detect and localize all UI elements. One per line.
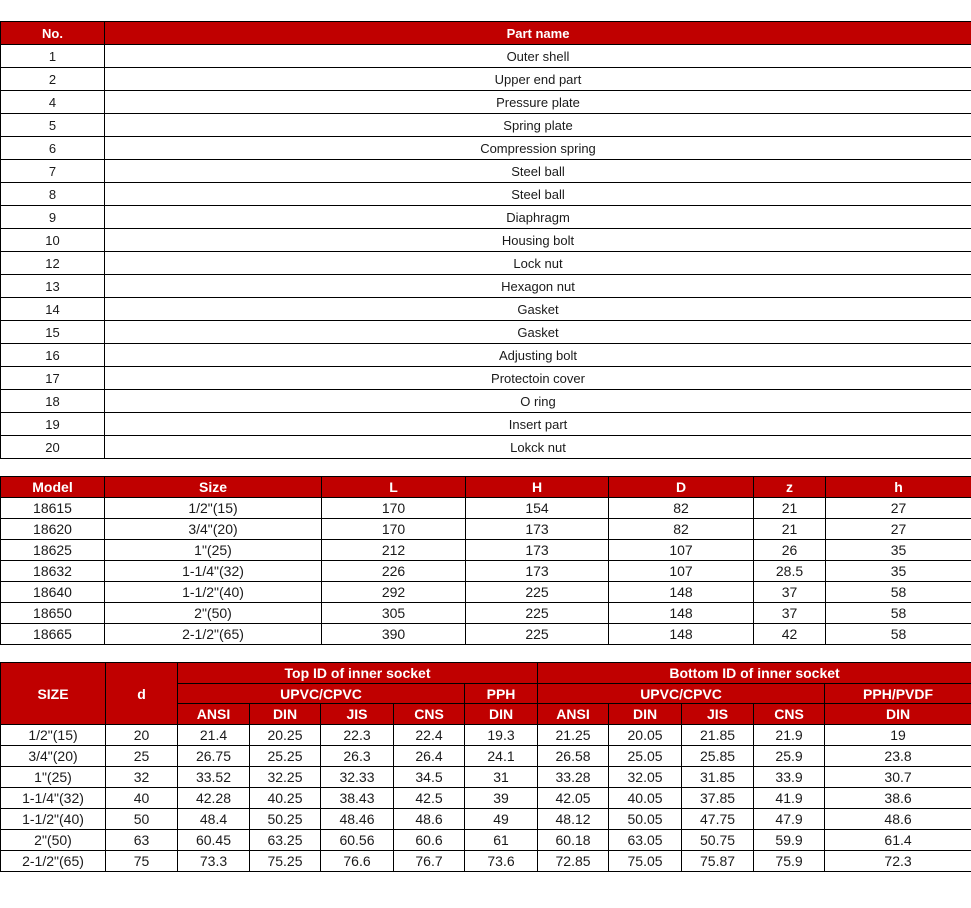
d-cell: 32	[106, 767, 178, 788]
bottom-pph-pvdf-din-cell: 38.6	[825, 788, 971, 809]
part-name-cell: Gasket	[105, 321, 971, 344]
bottom-din-cell: 50.05	[609, 809, 682, 830]
top-jis-cell: 26.3	[321, 746, 394, 767]
d-upper-header: D	[609, 477, 754, 498]
part-name-cell: Upper end part	[105, 68, 971, 91]
top-id-group-header: Top ID of inner socket	[178, 663, 538, 684]
socket-table-row	[1, 851, 971, 872]
socket-id-table	[0, 662, 971, 872]
parts-table-row	[1, 229, 971, 252]
bottom-cns-cell: 47.9	[754, 809, 825, 830]
h-upper-header: H	[466, 477, 609, 498]
size-cell: 2-1/2"(65)	[105, 624, 322, 645]
z-header: z	[754, 477, 826, 498]
socket-table-row	[1, 788, 971, 809]
bottom-jis-cell: 25.85	[682, 746, 754, 767]
part-name-cell: Steel ball	[105, 183, 971, 206]
h-lower-cell: 35	[826, 561, 971, 582]
top-ansi-cell: 33.52	[178, 767, 250, 788]
part-name-cell: Spring plate	[105, 114, 971, 137]
parts-table-row	[1, 114, 971, 137]
bottom-jis-cell: 21.85	[682, 725, 754, 746]
z-cell: 21	[754, 519, 826, 540]
bottom-cns-cell: 59.9	[754, 830, 825, 851]
part-number-cell: 1	[1, 45, 105, 68]
d-cell: 63	[106, 830, 178, 851]
dimensions-table-row	[1, 603, 971, 624]
part-number-cell: 8	[1, 183, 105, 206]
parts-table-row	[1, 344, 971, 367]
dimensions-table-row	[1, 519, 971, 540]
part-number-cell: 17	[1, 367, 105, 390]
top-pph-din-cell: 39	[465, 788, 538, 809]
part-name-cell: Steel ball	[105, 160, 971, 183]
bottom-jis-cell: 50.75	[682, 830, 754, 851]
part-number-cell: 6	[1, 137, 105, 160]
size-cell: 2"(50)	[105, 603, 322, 624]
d-upper-cell: 148	[609, 582, 754, 603]
bottom-din-cell: 25.05	[609, 746, 682, 767]
z-cell: 28.5	[754, 561, 826, 582]
top-jis-header: JIS	[321, 704, 394, 725]
h-lower-header: h	[826, 477, 971, 498]
size-cell: 1"(25)	[105, 540, 322, 561]
parts-table-row	[1, 91, 971, 114]
part-name-cell: Diaphragm	[105, 206, 971, 229]
top-pph-header: PPH	[465, 684, 538, 704]
bottom-ansi-cell: 42.05	[538, 788, 609, 809]
bottom-din-cell: 75.05	[609, 851, 682, 872]
model-cell: 18665	[1, 624, 105, 645]
h-upper-cell: 225	[466, 603, 609, 624]
top-din-cell: 20.25	[250, 725, 321, 746]
part-name-cell: Insert part	[105, 413, 971, 436]
size-cell: 2-1/2"(65)	[1, 851, 106, 872]
part-number-cell: 14	[1, 298, 105, 321]
d-upper-cell: 82	[609, 498, 754, 519]
size-cell: 3/4"(20)	[1, 746, 106, 767]
top-pph-din-header: DIN	[465, 704, 538, 725]
top-upvc-cpvc-header: UPVC/CPVC	[178, 684, 465, 704]
top-cns-cell: 34.5	[394, 767, 465, 788]
parts-table-row	[1, 183, 971, 206]
h-lower-cell: 35	[826, 540, 971, 561]
dimensions-table-row	[1, 561, 971, 582]
part-number-cell: 2	[1, 68, 105, 91]
bottom-cns-header: CNS	[754, 704, 825, 725]
top-din-cell: 40.25	[250, 788, 321, 809]
parts-table-row	[1, 275, 971, 298]
size-cell: 1-1/2"(40)	[105, 582, 322, 603]
top-jis-cell: 32.33	[321, 767, 394, 788]
d-cell: 25	[106, 746, 178, 767]
l-cell: 212	[322, 540, 466, 561]
bottom-pph-pvdf-din-cell: 30.7	[825, 767, 971, 788]
part-number-cell: 4	[1, 91, 105, 114]
h-lower-cell: 58	[826, 603, 971, 624]
part-number-cell: 12	[1, 252, 105, 275]
top-jis-cell: 60.56	[321, 830, 394, 851]
top-ansi-cell: 48.4	[178, 809, 250, 830]
top-pph-din-cell: 24.1	[465, 746, 538, 767]
top-cns-cell: 22.4	[394, 725, 465, 746]
d-cell: 50	[106, 809, 178, 830]
part-number-cell: 20	[1, 436, 105, 459]
bottom-din-header: DIN	[609, 704, 682, 725]
top-ansi-cell: 42.28	[178, 788, 250, 809]
h-upper-cell: 225	[466, 582, 609, 603]
top-ansi-cell: 26.75	[178, 746, 250, 767]
size-cell: 3/4"(20)	[105, 519, 322, 540]
model-cell: 18620	[1, 519, 105, 540]
part-number-cell: 15	[1, 321, 105, 344]
bottom-ansi-header: ANSI	[538, 704, 609, 725]
part-number-cell: 9	[1, 206, 105, 229]
size-cell: 1"(25)	[1, 767, 106, 788]
part-name-cell: Hexagon nut	[105, 275, 971, 298]
part-number-cell: 18	[1, 390, 105, 413]
d-upper-cell: 82	[609, 519, 754, 540]
parts-table-row	[1, 252, 971, 275]
size-cell: 1/2"(15)	[105, 498, 322, 519]
bottom-din-cell: 32.05	[609, 767, 682, 788]
top-jis-cell: 48.46	[321, 809, 394, 830]
parts-table-row	[1, 367, 971, 390]
bottom-pph-pvdf-din-cell: 72.3	[825, 851, 971, 872]
bottom-cns-cell: 75.9	[754, 851, 825, 872]
part-number-cell: 13	[1, 275, 105, 298]
model-cell: 18615	[1, 498, 105, 519]
part-number-cell: 19	[1, 413, 105, 436]
dimensions-table-row	[1, 540, 971, 561]
z-cell: 37	[754, 582, 826, 603]
top-ansi-cell: 21.4	[178, 725, 250, 746]
top-din-cell: 32.25	[250, 767, 321, 788]
bottom-jis-header: JIS	[682, 704, 754, 725]
socket-table-row	[1, 830, 971, 851]
dimensions-table-row	[1, 624, 971, 645]
part-name-cell: Lock nut	[105, 252, 971, 275]
bottom-ansi-cell: 72.85	[538, 851, 609, 872]
z-cell: 21	[754, 498, 826, 519]
size-header: SIZE	[1, 663, 106, 725]
z-cell: 26	[754, 540, 826, 561]
size-cell: 1-1/4"(32)	[105, 561, 322, 582]
socket-table-header-groups	[1, 663, 971, 684]
part-number-header: No.	[1, 22, 105, 45]
d-upper-cell: 148	[609, 603, 754, 624]
bottom-cns-cell: 41.9	[754, 788, 825, 809]
l-cell: 226	[322, 561, 466, 582]
socket-table-row	[1, 746, 971, 767]
d-cell: 40	[106, 788, 178, 809]
dimensions-table	[0, 476, 971, 645]
l-cell: 292	[322, 582, 466, 603]
part-name-cell: Adjusting bolt	[105, 344, 971, 367]
parts-table-row	[1, 160, 971, 183]
l-cell: 170	[322, 519, 466, 540]
size-cell: 1-1/4"(32)	[1, 788, 106, 809]
top-cns-cell: 48.6	[394, 809, 465, 830]
bottom-cns-cell: 25.9	[754, 746, 825, 767]
top-din-cell: 25.25	[250, 746, 321, 767]
bottom-jis-cell: 75.87	[682, 851, 754, 872]
size-cell: 1-1/2"(40)	[1, 809, 106, 830]
bottom-cns-cell: 21.9	[754, 725, 825, 746]
top-cns-cell: 26.4	[394, 746, 465, 767]
bottom-jis-cell: 31.85	[682, 767, 754, 788]
bottom-ansi-cell: 21.25	[538, 725, 609, 746]
top-din-cell: 75.25	[250, 851, 321, 872]
top-pph-din-cell: 61	[465, 830, 538, 851]
h-lower-cell: 58	[826, 582, 971, 603]
parts-table-row	[1, 321, 971, 344]
size-header: Size	[105, 477, 322, 498]
z-cell: 37	[754, 603, 826, 624]
parts-table	[0, 21, 971, 459]
h-upper-cell: 173	[466, 561, 609, 582]
top-jis-cell: 38.43	[321, 788, 394, 809]
bottom-ansi-cell: 33.28	[538, 767, 609, 788]
h-upper-cell: 173	[466, 540, 609, 561]
part-name-cell: Pressure plate	[105, 91, 971, 114]
top-pph-din-cell: 19.3	[465, 725, 538, 746]
h-upper-cell: 154	[466, 498, 609, 519]
top-din-cell: 63.25	[250, 830, 321, 851]
parts-table-row	[1, 390, 971, 413]
l-cell: 305	[322, 603, 466, 624]
model-cell: 18640	[1, 582, 105, 603]
d-cell: 75	[106, 851, 178, 872]
parts-table-row	[1, 137, 971, 160]
top-jis-cell: 76.6	[321, 851, 394, 872]
bottom-pph-pvdf-din-cell: 61.4	[825, 830, 971, 851]
bottom-jis-cell: 37.85	[682, 788, 754, 809]
part-number-cell: 16	[1, 344, 105, 367]
part-name-header: Part name	[105, 22, 971, 45]
bottom-ansi-cell: 60.18	[538, 830, 609, 851]
model-header: Model	[1, 477, 105, 498]
part-name-cell: Protectoin cover	[105, 367, 971, 390]
bottom-id-group-header: Bottom ID of inner socket	[538, 663, 971, 684]
z-cell: 42	[754, 624, 826, 645]
top-pph-din-cell: 49	[465, 809, 538, 830]
h-lower-cell: 58	[826, 624, 971, 645]
h-lower-cell: 27	[826, 519, 971, 540]
d-header: d	[106, 663, 178, 725]
parts-table-row	[1, 68, 971, 91]
d-upper-cell: 107	[609, 540, 754, 561]
top-ansi-header: ANSI	[178, 704, 250, 725]
part-number-cell: 10	[1, 229, 105, 252]
h-upper-cell: 173	[466, 519, 609, 540]
part-number-cell: 7	[1, 160, 105, 183]
top-din-header: DIN	[250, 704, 321, 725]
socket-table-row	[1, 725, 971, 746]
top-cns-cell: 42.5	[394, 788, 465, 809]
d-upper-cell: 148	[609, 624, 754, 645]
part-name-cell: O ring	[105, 390, 971, 413]
d-cell: 20	[106, 725, 178, 746]
top-pph-din-cell: 31	[465, 767, 538, 788]
bottom-jis-cell: 47.75	[682, 809, 754, 830]
part-number-cell: 5	[1, 114, 105, 137]
bottom-din-cell: 20.05	[609, 725, 682, 746]
top-pph-din-cell: 73.6	[465, 851, 538, 872]
socket-table-row	[1, 809, 971, 830]
bottom-pph-pvdf-din-cell: 23.8	[825, 746, 971, 767]
dimensions-table-header	[1, 477, 971, 498]
part-name-cell: Compression spring	[105, 137, 971, 160]
model-cell: 18632	[1, 561, 105, 582]
l-header: L	[322, 477, 466, 498]
top-ansi-cell: 60.45	[178, 830, 250, 851]
top-jis-cell: 22.3	[321, 725, 394, 746]
parts-table-row	[1, 45, 971, 68]
model-cell: 18650	[1, 603, 105, 624]
part-name-cell: Housing bolt	[105, 229, 971, 252]
parts-table-row	[1, 436, 971, 459]
part-name-cell: Gasket	[105, 298, 971, 321]
parts-table-header	[1, 22, 971, 45]
top-din-cell: 50.25	[250, 809, 321, 830]
part-name-cell: Outer shell	[105, 45, 971, 68]
bottom-upvc-cpvc-header: UPVC/CPVC	[538, 684, 825, 704]
bottom-ansi-cell: 48.12	[538, 809, 609, 830]
l-cell: 390	[322, 624, 466, 645]
top-ansi-cell: 73.3	[178, 851, 250, 872]
bottom-din-cell: 63.05	[609, 830, 682, 851]
part-name-cell: Lokck nut	[105, 436, 971, 459]
bottom-pph-pvdf-header: PPH/PVDF	[825, 684, 971, 704]
bottom-pph-pvdf-din-header: DIN	[825, 704, 971, 725]
top-cns-header: CNS	[394, 704, 465, 725]
socket-table-row	[1, 767, 971, 788]
bottom-din-cell: 40.05	[609, 788, 682, 809]
bottom-pph-pvdf-din-cell: 19	[825, 725, 971, 746]
size-cell: 1/2"(15)	[1, 725, 106, 746]
parts-table-row	[1, 298, 971, 321]
dimensions-table-row	[1, 498, 971, 519]
dimensions-table-row	[1, 582, 971, 603]
d-upper-cell: 107	[609, 561, 754, 582]
h-upper-cell: 225	[466, 624, 609, 645]
l-cell: 170	[322, 498, 466, 519]
top-cns-cell: 60.6	[394, 830, 465, 851]
model-cell: 18625	[1, 540, 105, 561]
size-cell: 2"(50)	[1, 830, 106, 851]
top-cns-cell: 76.7	[394, 851, 465, 872]
h-lower-cell: 27	[826, 498, 971, 519]
bottom-ansi-cell: 26.58	[538, 746, 609, 767]
bottom-pph-pvdf-din-cell: 48.6	[825, 809, 971, 830]
parts-table-row	[1, 413, 971, 436]
bottom-cns-cell: 33.9	[754, 767, 825, 788]
parts-table-row	[1, 206, 971, 229]
